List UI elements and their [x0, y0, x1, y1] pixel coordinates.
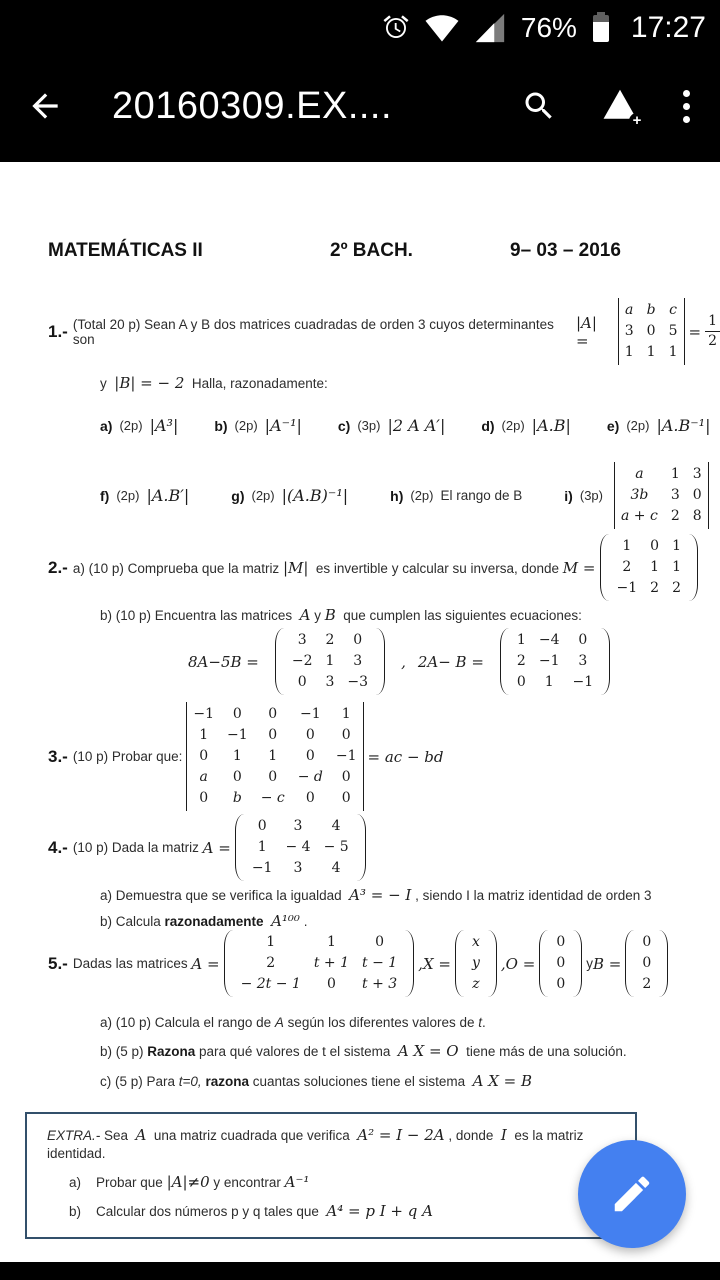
search-icon — [521, 88, 557, 124]
problem-5-number: 5.- — [48, 953, 68, 973]
problem-1-line2: y |B| = − 2 Halla, razonadamente: — [100, 374, 328, 392]
navigation-strip — [0, 1262, 720, 1280]
problem-1-parts-row1 — [100, 416, 710, 435]
back-button[interactable] — [26, 87, 64, 125]
problem-5-a: a) (10 p) Calcula el rango de A según los diferentes valores de t. — [100, 1015, 486, 1030]
cell-signal-icon — [473, 11, 507, 45]
problem-3-number: 3.- — [48, 746, 68, 766]
matrix-detA: a b c 3 0 5 1 1 1 — [618, 298, 685, 365]
exam-subject: MATEMÁTICAS II — [48, 240, 203, 261]
eq1-lhs: 8A−5B = — [188, 652, 259, 671]
exam-course: 2º BACH. — [330, 240, 413, 261]
matrix-A5-lhs: A = — [191, 954, 220, 973]
matrix-A4-lhs: A = — [202, 838, 231, 857]
overflow-menu-button[interactable] — [683, 90, 690, 123]
p1-part-i: i) (3p) a 1 3 3b 3 0 a + c 2 8 — [564, 462, 712, 529]
battery-icon — [593, 15, 609, 42]
matrix-X: x y z — [455, 930, 497, 997]
problem-5 — [48, 930, 672, 997]
p1-part-d: d) (2p) |A.B| — [481, 416, 571, 435]
problem-4-number: 4.- — [48, 837, 68, 857]
matrix-O-lhs: O = — [505, 954, 536, 973]
extra-part-b: b) Calcular dos números p y q tales que A⁴ = p I + q A — [69, 1202, 433, 1220]
problem-2-number: 2.- — [48, 557, 68, 577]
document-title: 20160309.EX.... — [112, 84, 393, 127]
p5-comma2: , — [500, 954, 506, 973]
problem-3-rhs: = ac − bd — [367, 747, 444, 766]
search-button[interactable] — [521, 88, 557, 124]
extra-part-a: a) Probar que |A|≠0 y encontrar A⁻¹ — [69, 1173, 310, 1191]
eq2-lhs: 2A− B = — [417, 652, 484, 671]
problem-5-text: Dadas las matrices — [72, 956, 192, 971]
wifi-icon — [425, 11, 459, 45]
problem-3-text: (10 p) Probar que: — [72, 749, 183, 764]
plus-badge-icon: + — [629, 113, 645, 129]
extra-intro: EXTRA.- Sea A una matriz cuadrada que verifica A² = I − 2A , donde I es la matriz identidad. — [47, 1126, 588, 1161]
matrix-A4: 0 3 4 1 − 4 − 5 −1 3 4 — [235, 814, 366, 881]
p5-comma1: , — [418, 954, 423, 973]
dot-icon — [683, 90, 690, 97]
matrix-X-lhs: X = — [422, 954, 451, 973]
problem-1-text: (Total 20 p) Sean A y B dos matrices cuadradas de orden 3 cuyos determinantes son — [72, 316, 558, 347]
dot-icon — [683, 103, 690, 110]
equals-sign: = — [688, 322, 702, 341]
problem-5-b: b) (5 p) Razona para qué valores de t el sistema A X = O tiene más de una solución. — [100, 1042, 627, 1060]
matrix-eq1: 3 2 0 −2 1 3 0 3 −3 — [275, 628, 385, 695]
problem-4-a: a) Demuestra que se verifica la igualdad A³ = − I , siendo I la matriz identidad de orden 3 — [100, 886, 652, 904]
add-to-drive-button[interactable] — [599, 85, 641, 127]
problem-4-text: (10 p) Dada la matriz — [72, 840, 203, 855]
problem-2-a — [48, 534, 702, 601]
status-bar — [0, 0, 720, 56]
problem-2a-text: a) (10 p) Comprueba que la matriz |M| es invertible y calcular su inversa, donde M = — [72, 558, 596, 577]
app-bar — [0, 70, 720, 142]
problem-1-parts-row2 — [100, 462, 713, 529]
problem-5-c: c) (5 p) Para t=0, razona cuantas soluciones tiene el sistema A X = B — [100, 1072, 533, 1090]
p1-part-f: f) (2p) |A.B′| — [100, 486, 190, 505]
p1-part-b: b) (2p) |A⁻¹| — [214, 416, 302, 435]
p1-part-e: e) (2p) |A.B⁻¹| — [606, 416, 711, 435]
eq-comma: , — [401, 652, 406, 671]
problem-3 — [48, 702, 444, 811]
matrix-det5: −1 0 0 −1 1 1 −1 0 0 0 0 1 1 0 −1 a 0 0 − d 0 0 b − c 0 0 — [186, 702, 363, 811]
clock-time: 17:27 — [630, 11, 706, 44]
detA-lhs: |A| = — [575, 313, 602, 350]
problem-4 — [48, 814, 370, 881]
fraction-one-half: $\frac{1}{2}$ — [705, 312, 720, 351]
edit-fab-button[interactable] — [578, 1140, 686, 1248]
arrow-back-icon — [26, 87, 64, 125]
extra-problem-box — [25, 1112, 637, 1239]
problem-1-intro — [48, 298, 720, 365]
p1-part-g: g) (2p) |(A.B)⁻¹| — [231, 486, 349, 505]
p1-part-c: c) (3p) |2 A A′| — [337, 416, 446, 435]
problem-1-number: 1.- — [48, 321, 68, 341]
drive-add-icon — [599, 85, 641, 127]
matrix-B5-lhs: B = — [592, 954, 622, 973]
document-page — [0, 162, 720, 1262]
app-bar-actions — [521, 85, 690, 127]
matrix-B5: 0 0 2 — [625, 930, 668, 997]
problem-2-b: b) (10 p) Encuentra las matrices A y B que cumplen las siguientes ecuaciones: — [100, 606, 582, 624]
p1-part-a: a) (2p) |A³| — [100, 416, 179, 435]
matrix-det-i: a 1 3 3b 3 0 a + c 2 8 — [614, 462, 709, 529]
matrix-M: 1 0 1 2 1 1 −1 2 2 — [600, 534, 698, 601]
problem-2-equations — [188, 628, 614, 695]
matrix-O: 0 0 0 — [539, 930, 582, 997]
p1-part-h: h) (2p) El rango de B — [390, 487, 523, 504]
exam-header — [48, 240, 203, 262]
problem-4-b: b) Calcula razonadamente A¹⁰⁰ . — [100, 912, 308, 930]
exam-date: 9– 03 – 2016 — [510, 240, 621, 261]
pencil-icon — [609, 1171, 655, 1217]
dot-icon — [683, 116, 690, 123]
battery-percent: 76% — [520, 12, 577, 43]
matrix-A5: 1 1 0 2 t + 1 t − 1 − 2t − 1 0 t + 3 — [224, 930, 415, 997]
p5-conjunction: y — [586, 956, 593, 971]
alarm-icon — [381, 13, 411, 43]
matrix-eq2: 1 −4 0 2 −1 3 0 1 −1 — [500, 628, 610, 695]
